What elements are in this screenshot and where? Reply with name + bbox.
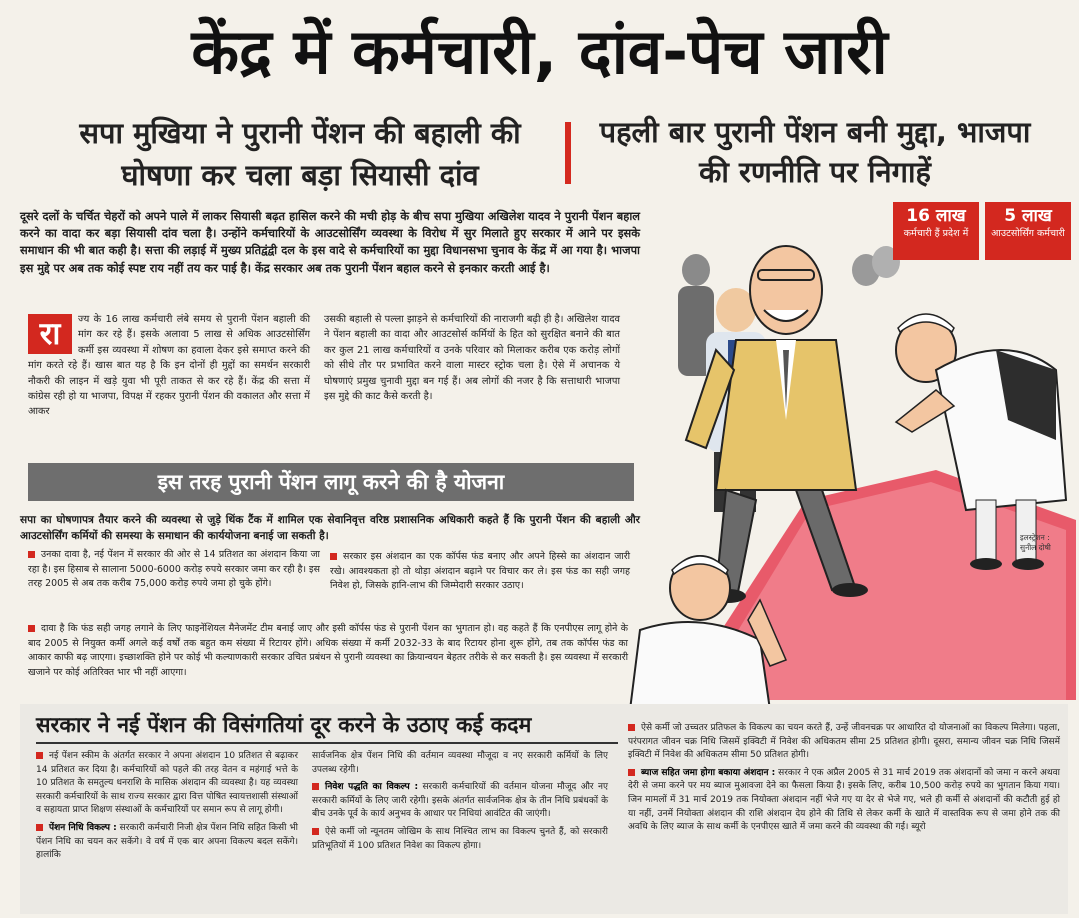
subheadline-divider: [565, 122, 571, 184]
reforms-c1b-text: सरकारी कर्मचारी निजी क्षेत्र पेंशन निधि सहित किसी भी पेंशन निधि का चयन कर सकेंगे। वे वर्ष में एक बार अपना विकल्प बदल सकेंगे। हालांकि: [36, 822, 299, 861]
stat-badge-outsourced: [985, 202, 1071, 260]
stat-value: 5 लाख: [1004, 206, 1052, 226]
scheme-bullet-3: [28, 622, 628, 680]
reforms-column-3: [628, 722, 1060, 835]
reforms-title: सरकार ने नई पेंशन की विसंगतियां दूर करने के उठाए कई कदम: [36, 713, 532, 738]
bullet-square-icon: [628, 769, 635, 776]
body-column-2: उसकी बहाली से पल्ला झाड़ने से कर्मचारियों की नाराजगी बढ़ी ही है। अखिलेश यादव ने पेंशन बहाली का वादा और आउटसोर्स कर्मियों के हित को सुरक्षित बनाने की बात कर कुल 21 लाख कर्मचारियों व उनके परिवार को मिलाकर करीब एक करोड़ लोगों को सीधे तौर पर प्रभावित करने वाला मास्टर स्ट्रोक चला है। ऐसे में अचानक ये घोषणाएं प्रमुख चुनावी मुद्दा बन गई हैं। अब लोगों की नजर है कि सत्ताधारी भाजपा इस मुद्दे की काट कैसे करती है।: [324, 314, 620, 403]
reforms-c1b-head: पेंशन निधि विकल्प :: [49, 822, 117, 833]
reforms-c2a-text: सार्वजनिक क्षेत्र पेंशन निधि की वर्तमान व्यवस्था मौजूदा व नए सरकारी कर्मियों के लिए उपलब्ध रहेगी।: [312, 751, 608, 775]
scheme-lead: सपा का घोषणापत्र तैयार करने की व्यवस्था से जुड़े थिंक टैंक में शामिल एक सेवानिवृत्त वरिष्ठ प्रशासनिक अधिकारी कहते हैं कि पुरानी पेंशन की बहाली और आउटसोर्सिंग कर्मियों की समस्या के समाधान की कार्ययोजना बनाई जा सकती है।: [20, 514, 640, 542]
bullet-square-icon: [36, 752, 43, 759]
scheme-bullet-2: [330, 550, 630, 594]
bullet-square-icon: [312, 783, 319, 790]
bullet-square-icon: [330, 553, 337, 560]
body-column-1: [28, 312, 310, 420]
illustration-credit: इलस्ट्रेशन : सुनील दोषी: [1020, 533, 1051, 552]
dropcap: रा: [28, 314, 72, 354]
reforms-c2b-text: सरकारी कर्मचारियों की वर्तमान योजना मौजूद और नए सरकारी कर्मियों के लिए जारी रहेगी। इसके अंतर्गत सार्वजनिक क्षेत्र के तीन निधि प्रबंधकों के बीच उनके पूर्व के कार्य अनुभव के आधार पर निधियां आवंटित की जाएंगी।: [312, 782, 608, 820]
reforms-c1-text: नई पेंशन स्कीम के अंतर्गत सरकार ने अपना अंशदान 10 प्रतिशत से बढ़ाकर 14 प्रतिशत कर दिया है। कर्मचारियों को पहले की तरह वेतन व महंगाई भत्ते के 10 प्रतिशत के समतुल्य धनराशि के मासिक अंशदान की व्यवस्था है। यह व्यवस्था सरकारी कर्मचारियों के साथ राज्य सरकार द्वारा वित्त पोषित स्वायत्तशासी संस्थाओं व सहायता प्राप्त शिक्षण संस्थाओं के कर्मचारियों पर समान रूप से लागू होगी।: [36, 751, 298, 816]
stats-badges: [893, 202, 1073, 262]
scheme-bullet-2-text: सरकार इस अंशदान का एक कॉर्पस फंड बनाए और अपने हिस्से का अंशदान जारी रखे। आवश्यकता हो तो थोड़ा अंशदान बढ़ाने पर विचार कर ले। इस फंड का सही जगह निवेश हो, जिसके हानि-लाभ की जिम्मेदारी सरकार उठाए।: [330, 551, 630, 591]
body-column-1-text: ज्य के 16 लाख कर्मचारी लंबे समय से पुरानी पेंशन बहाली की मांग कर रहे हैं। इसके अलावा 5 लाख से अधिक आउटसोर्सिंग कर्मी इस व्यवस्था में शोषण का हवाला देकर इसे समाप्त करने की मांग करते रहे हैं। खास बात यह है कि इन दोनों ही मुद्दों का समर्थन सरकारी नौकरी की लाइन में खड़े युवा भी पूरी ताकत से कर रहे हैं। केंद्र की सत्ता में कांग्रेस रही हो या भाजपा, विपक्ष में रहकर पुरानी पेंशन की वकालत और सत्ता में आकर: [28, 314, 310, 418]
stat-label: आउटसोर्सिंग कर्मचारी: [991, 228, 1065, 239]
intro-paragraph: दूसरे दलों के चर्चित चेहरों को अपने पाले में लाकर सियासी बढ़त हासिल करने की मची होड़ के बीच सपा मुखिया अखिलेश यादव ने पुरानी पेंशन बहाल करने का वादा कर बड़ा सियासी दांव चला है। उन्होंने कर्मचारियों के आउटसोर्सिंग व्यवस्था के विरोध में सुर मिलाते हुए सरकार में आने पर इसके समाधान की भी बात कही है। सत्ता की लड़ाई में मुख्य प्रतिद्वंद्वी दल के इस वादे से कर्मचारियों का मुद्दा विधानसभा चुनाव के केंद्र में आ गया है। भाजपा इस मुद्दे पर अब तक कोई स्पष्ट राय नहीं तय कर पाई है। केंद्र सरकार अब तक पुरानी पेंशन बहाल करने से इनकार करती आई है।: [20, 209, 640, 275]
scheme-bullet-1: [28, 548, 320, 592]
bullet-square-icon: [312, 828, 319, 835]
reforms-c3a-text: ऐसे कर्मी जो उच्चतर प्रतिफल के विकल्प का चयन करते हैं, उन्हें जीवनचक्र पर आधारित दो योजनाओं का विकल्प मिलेगा। पहला, परंपरागत जीवन चक्र निधि जिसमें इक्विटी में निवेश की अधिकतम सीमा 25 प्रतिशत होगी। दूसरा, समान्य जीवन चक्र निधि जिसमें इक्विटी में निवेश की अधिकतम सीमा 50 प्रतिशत होगी।: [628, 723, 1060, 761]
page-headline: केंद्र में कर्मचारी, दांव-पेच जारी: [191, 15, 888, 88]
reforms-c2c-text: ऐसे कर्मी जो न्यूनतम जोखिम के साथ निश्चित लाभ का विकल्प चुनते हैं, को सरकारी प्रतिभूतियों में 100 प्रतिशत निवेश का विकल्प होगा।: [312, 826, 608, 851]
scheme-heading-band: इस तरह पुरानी पेंशन लागू करने की है योजना: [28, 463, 634, 501]
reforms-c3b-text: सरकार ने एक अप्रैल 2005 से 31 मार्च 2019 तक अंशदानों को जमा न करने अथवा देरी से जमा करने पर मय ब्याज मुआवजा देने का फैसला किया है। इसके लिए, करीब 10,500 करोड़ रुपये का भुगतान किया गया। जिन मामलों में 31 मार्च 2019 तक नियोक्ता अंशदान नहीं भेजे गए या देर से भेजे गए, भले ही कर्मी से अंशदानों की कटौती हुई हो या नहीं, उनमें नियोक्ता अंशदान की राशि अंशदान देय होने की तिथि से लेकर कर्मी के खाते में वास्तविक रूप से जमा होने तक की अवधि के लिए ब्याज के साथ कर्मी के एनपीएस खाते में जमा करने की व्यवस्था की गई। ब्यूरो: [628, 767, 1060, 833]
reforms-c2b-head: निवेश पद्धति का विकल्प :: [325, 782, 419, 793]
bullet-square-icon: [28, 625, 35, 632]
cartoon-foreground-figure: [610, 540, 850, 710]
stat-badge-employees: [893, 202, 979, 260]
scheme-bullet-3-text: दावा है कि फंड सही जगह लगाने के लिए फाइनेंशियल मैनेजमेंट टीम बनाई जाए और इसी कॉर्पस फंड से पुरानी पेंशन का भुगतान हो। वह कहते हैं कि एनपीएस लागू होने के बाद 2005 से नियुक्त कर्मी अगले कई वर्षों तक बहुत कम संख्या में रिटायर होंगे। अधिक संख्या में कर्मी 2032-33 के बाद रिटायर होना शुरू होंगे, तब तक कॉर्पस फंड का आकार काफी बढ़ जाएगा। इच्छाशक्ति होने पर कोई भी कल्याणकारी सरकार उचित प्रबंधन से पुरानी व्यवस्था का क्रियान्वयन बेहतर तरीके से कर सकती है। इस व्यवस्था में सरकारी खजाने पर कोई अतिरिक्त भार भी नहीं आएगा।: [28, 623, 628, 678]
stat-value: 16 लाख: [906, 206, 966, 226]
bullet-square-icon: [36, 824, 43, 831]
bullet-square-icon: [628, 724, 635, 731]
subheadline-left: सपा मुखिया ने पुरानी पेंशन की बहाली की घोषणा कर चला बड़ा सियासी दांव: [79, 116, 521, 192]
scheme-bullet-1-text: उनका दावा है, नई पेंशन में सरकार की ओर से 14 प्रतिशत का अंशदान किया जा रहा है। इस हिसाब से सालाना 5000-6000 करोड़ रुपये सरकार जमा कर रही है। इस तरह 2005 से अब तक करीब 75,000 करोड़ रुपये जमा हो चुके होंगे।: [28, 549, 320, 589]
reforms-title-rule: [36, 742, 618, 744]
subheadline-right: पहली बार पुरानी पेंशन बनी मुद्दा, भाजपा की रणनीति पर निगाहें: [599, 115, 1031, 189]
reforms-c3b-head: ब्याज सहित जमा होगा बकाया अंशदान :: [641, 767, 776, 778]
stat-label: कर्मचारी हैं प्रदेश में: [903, 228, 969, 239]
bullet-square-icon: [28, 551, 35, 558]
reforms-column-2: [312, 750, 608, 853]
reforms-column-1: [36, 750, 298, 863]
